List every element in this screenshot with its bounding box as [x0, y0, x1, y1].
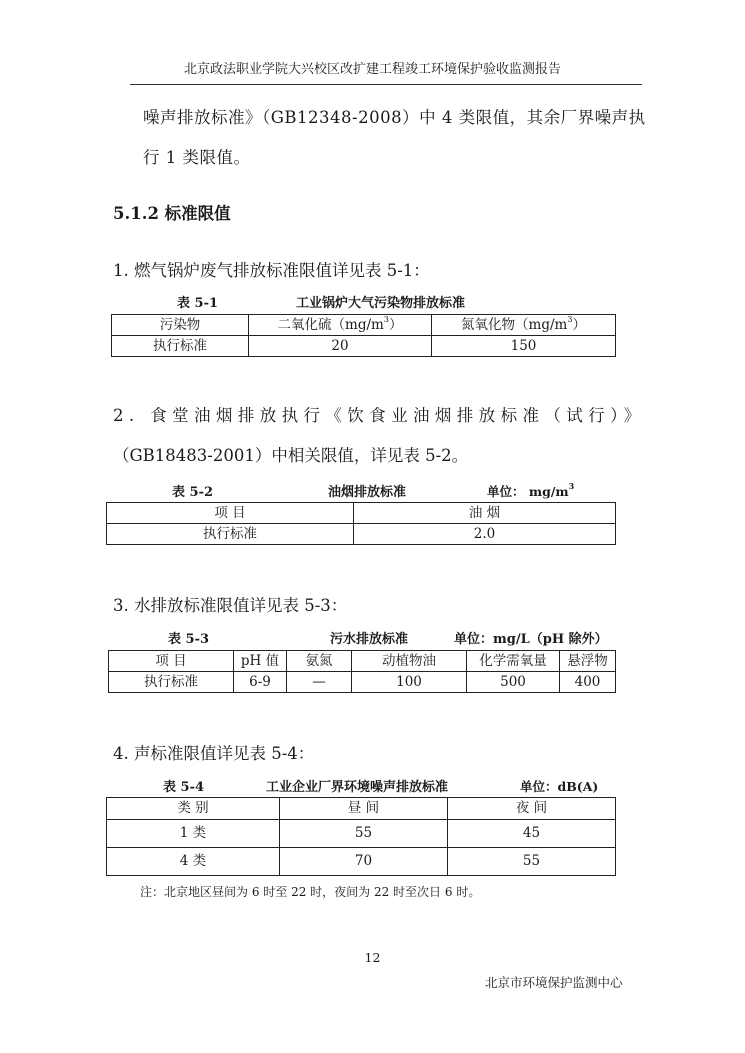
- header-close-paren: ）: [572, 316, 586, 333]
- so2-header: 二氧化硫（mg/m: [277, 316, 384, 333]
- footer-organization: 北京市环境保护监测中心: [485, 975, 623, 990]
- table-row: [112, 315, 616, 336]
- table-cell: 20: [249, 336, 432, 357]
- table-5-4-number: 表 5-4: [163, 780, 205, 795]
- table-header-cell: 氨氮: [287, 651, 352, 672]
- intro-line-1: 噪声排放标准》（GB12348-2008）中 4 类限值，其余厂界噪声执: [143, 108, 646, 127]
- table-cell: 45: [448, 820, 616, 848]
- table-row: [107, 798, 616, 820]
- table-header-cell: pH 值: [234, 651, 287, 672]
- table-5-4-title: 工业企业厂界环境噪声排放标准: [266, 780, 449, 795]
- table-5-2: [106, 502, 616, 545]
- table-cell: 2.0: [354, 524, 616, 545]
- section-heading: 5.1.2 标准限值: [113, 204, 231, 223]
- table-cell: 400: [560, 672, 616, 693]
- table-header-cell: 类 别: [107, 798, 280, 820]
- table-header-cell: 化学需氧量: [467, 651, 560, 672]
- table-row: [107, 524, 616, 545]
- table-row: [107, 503, 616, 524]
- unit-superscript: 3: [383, 314, 389, 324]
- table-header-cell: 夜 间: [448, 798, 616, 820]
- table-5-2-unit: [487, 482, 574, 500]
- table-5-3-title: 污水排放标准: [330, 632, 409, 647]
- table-header-cell: 动植物油: [352, 651, 467, 672]
- table-cell: 4 类: [107, 848, 280, 876]
- table-cell: 100: [352, 672, 467, 693]
- table-header-cell: 悬浮物: [560, 651, 616, 672]
- table-cell: 500: [467, 672, 560, 693]
- header-close-paren: ）: [388, 316, 403, 333]
- table-5-1-title: 工业锅炉大气污染物排放标准: [296, 296, 466, 311]
- table-cell: —: [287, 672, 352, 693]
- item-2-line-1: 2. 食堂油烟排放执行《饮食业油烟排放标准（试行）》: [113, 406, 646, 425]
- table-cell: 1 类: [107, 820, 280, 848]
- intro-line-2: 行 1 类限值。: [143, 148, 251, 167]
- table-cell: 70: [280, 848, 448, 876]
- item-2-line-2: （GB18483-2001）中相关限值，详见表 5-2。: [113, 446, 469, 465]
- table-cell: 执行标准: [107, 524, 354, 545]
- unit-superscript: 3: [568, 481, 575, 491]
- page-number: 12: [364, 950, 381, 965]
- table-row: [109, 672, 616, 693]
- table-5-3-unit: 单位：mg/L（pH 除外）: [454, 632, 608, 647]
- table-5-1: [111, 314, 616, 357]
- table-row: [107, 848, 616, 876]
- table-header-cell: 项 目: [109, 651, 234, 672]
- table-5-3-number: 表 5-3: [168, 632, 210, 647]
- table-cell: 执行标准: [112, 336, 249, 357]
- nox-header: 氮氧化物（mg/m: [461, 316, 568, 333]
- table-header-cell: [249, 315, 432, 336]
- table-5-3: [108, 650, 616, 693]
- table-5-2-title: 油烟排放标准: [328, 485, 407, 500]
- table-note: 注：北京地区昼间为 6 时至 22 时，夜间为 22 时至次日 6 时。: [140, 885, 481, 899]
- item-1-text: 1. 燃气锅炉废气排放标准限值详见表 5-1：: [113, 261, 430, 280]
- table-header-cell: 昼 间: [280, 798, 448, 820]
- table-cell: 55: [448, 848, 616, 876]
- table-cell: 执行标准: [109, 672, 234, 693]
- table-row: [109, 651, 616, 672]
- table-5-4: [106, 797, 616, 876]
- unit-label: 单位： mg/m: [487, 484, 569, 499]
- table-5-2-number: 表 5-2: [172, 485, 214, 500]
- table-cell: 150: [432, 336, 616, 357]
- table-header-cell: [432, 315, 616, 336]
- item-4-text: 4. 声标准限值详见表 5-4：: [113, 744, 315, 763]
- table-header-cell: 油 烟: [354, 503, 616, 524]
- report-header-title: 北京政法职业学院大兴校区改扩建工程竣工环境保护验收监测报告: [183, 62, 561, 77]
- table-5-1-number: 表 5-1: [177, 296, 219, 311]
- header-divider: [130, 84, 642, 85]
- table-row: [107, 820, 616, 848]
- table-row: [112, 336, 616, 357]
- table-cell: 6-9: [234, 672, 287, 693]
- item-3-text: 3. 水排放标准限值详见表 5-3：: [113, 596, 348, 615]
- unit-superscript: 3: [567, 314, 573, 324]
- table-cell: 55: [280, 820, 448, 848]
- table-header-cell: 污染物: [112, 315, 249, 336]
- table-5-4-unit: 单位：dB(A): [520, 779, 599, 794]
- table-header-cell: 项 目: [107, 503, 354, 524]
